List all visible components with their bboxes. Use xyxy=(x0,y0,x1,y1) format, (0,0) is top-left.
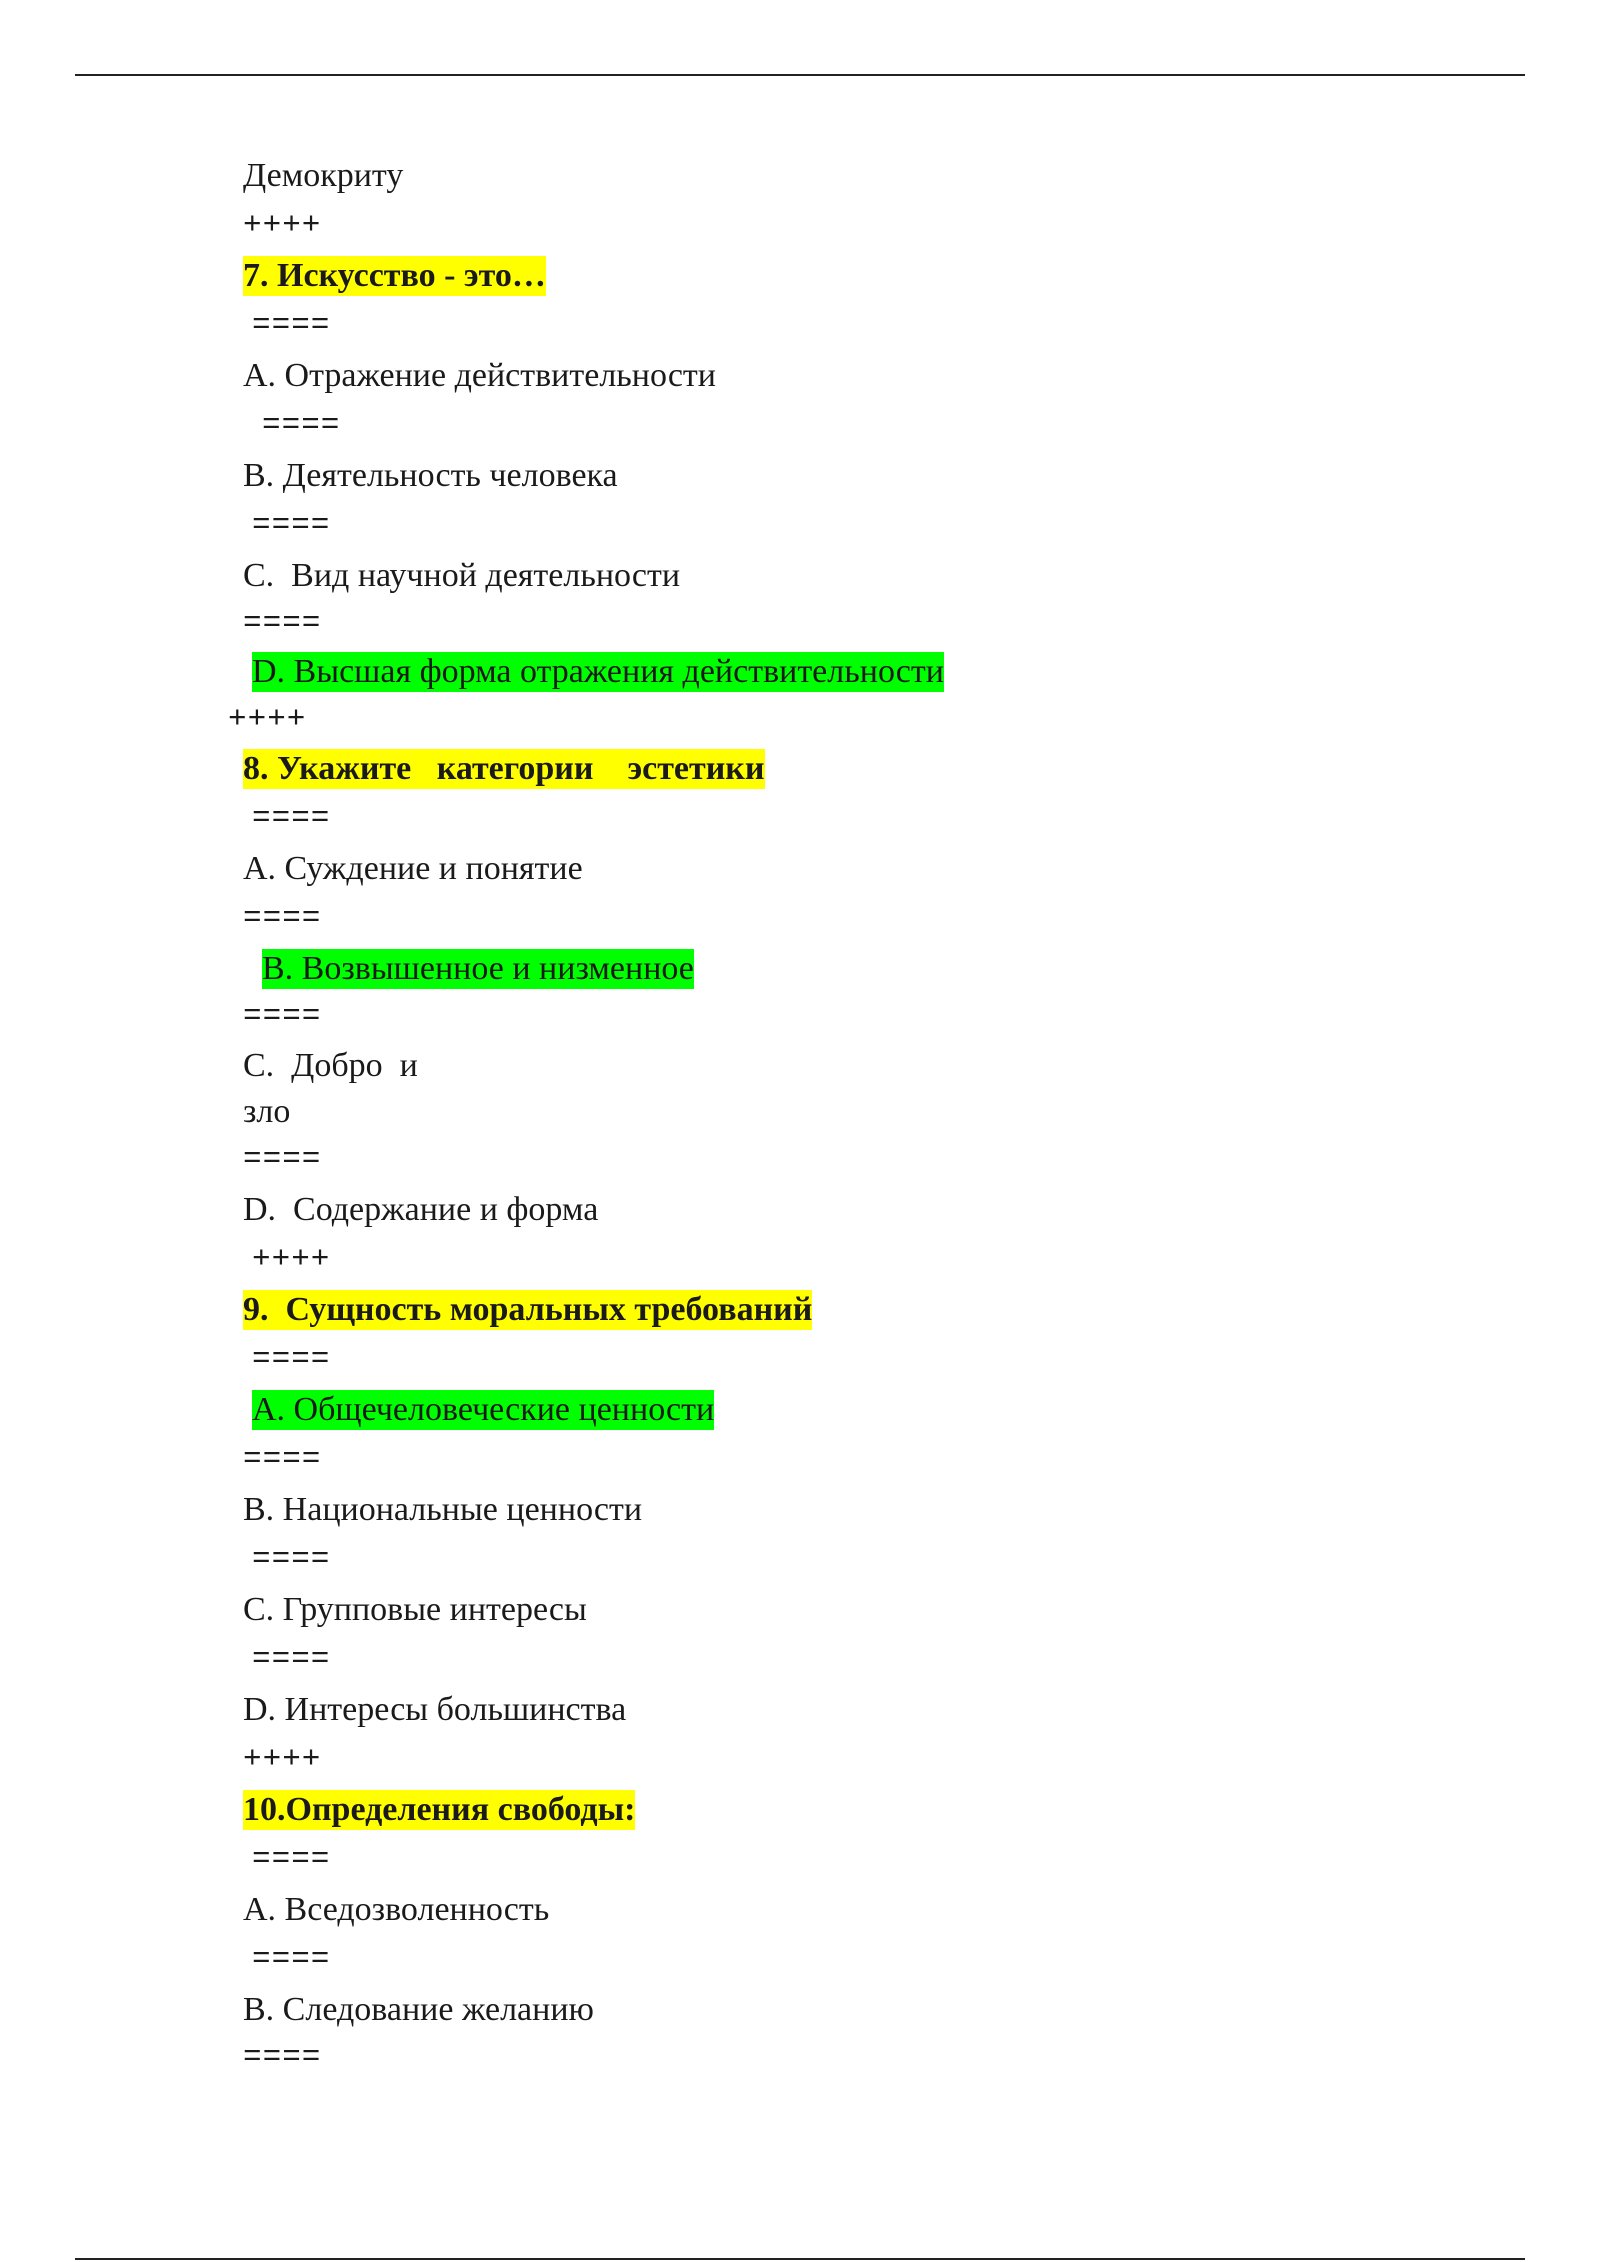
separator-equals: ==== xyxy=(252,1342,331,1377)
separator-equals: ==== xyxy=(252,1842,331,1877)
separator-equals: ==== xyxy=(243,901,322,936)
question-9: 9. Сущность моральных требований xyxy=(243,1291,813,1328)
answer-8d: D. Содержание и форма xyxy=(243,1191,599,1228)
answer-8a: A. Суждение и понятие xyxy=(243,850,583,887)
separator-equals: ==== xyxy=(252,1542,331,1577)
separator-plus: ++++ xyxy=(252,1242,331,1277)
separator-equals: ==== xyxy=(243,2040,322,2075)
question-10: 10.Определения свободы: xyxy=(243,1791,636,1828)
answer-7b: B. Деятельность человека xyxy=(243,457,618,494)
separator-equals: ==== xyxy=(243,1142,322,1177)
answer-8c-continuation: зло xyxy=(243,1093,291,1130)
answer-8b-correct: B. Возвышенное и низменное xyxy=(262,950,694,987)
separator-equals: ==== xyxy=(262,408,341,443)
answer-9d: D. Интересы большинства xyxy=(243,1691,627,1728)
separator-equals: ==== xyxy=(243,1442,322,1477)
question-8: 8. Укажите категории эстетики xyxy=(243,750,765,787)
separator-equals: ==== xyxy=(252,801,331,836)
separator-plus: ++++ xyxy=(243,208,322,243)
footer-rule xyxy=(75,2258,1525,2260)
answer-9c: C. Групповые интересы xyxy=(243,1591,587,1628)
answer-9b: B. Национальные ценности xyxy=(243,1491,643,1528)
separator-plus: ++++ xyxy=(243,1742,322,1777)
separator-equals: ==== xyxy=(252,1942,331,1977)
answer-10b: B. Следование желанию xyxy=(243,1991,594,2028)
separator-equals: ==== xyxy=(252,1642,331,1677)
separator-equals: ==== xyxy=(243,999,322,1034)
separator-equals: ==== xyxy=(243,606,322,641)
answer-10a: A. Вседозволенность xyxy=(243,1891,550,1928)
answer-9a-correct: A. Общечеловеческие ценности xyxy=(252,1391,715,1428)
answer-7a: A. Отражение действительности xyxy=(243,357,716,394)
answer-8c: C. Добро и xyxy=(243,1047,418,1084)
separator-equals: ==== xyxy=(252,508,331,543)
answer-7d-correct: D. Высшая форма отражения действительности xyxy=(252,653,944,690)
separator-equals: ==== xyxy=(252,308,331,343)
text-line: Демокриту xyxy=(243,157,404,194)
question-7: 7. Искусство - это… xyxy=(243,257,546,294)
answer-7c: C. Вид научной деятельности xyxy=(243,557,681,594)
separator-plus: ++++ xyxy=(228,702,307,737)
